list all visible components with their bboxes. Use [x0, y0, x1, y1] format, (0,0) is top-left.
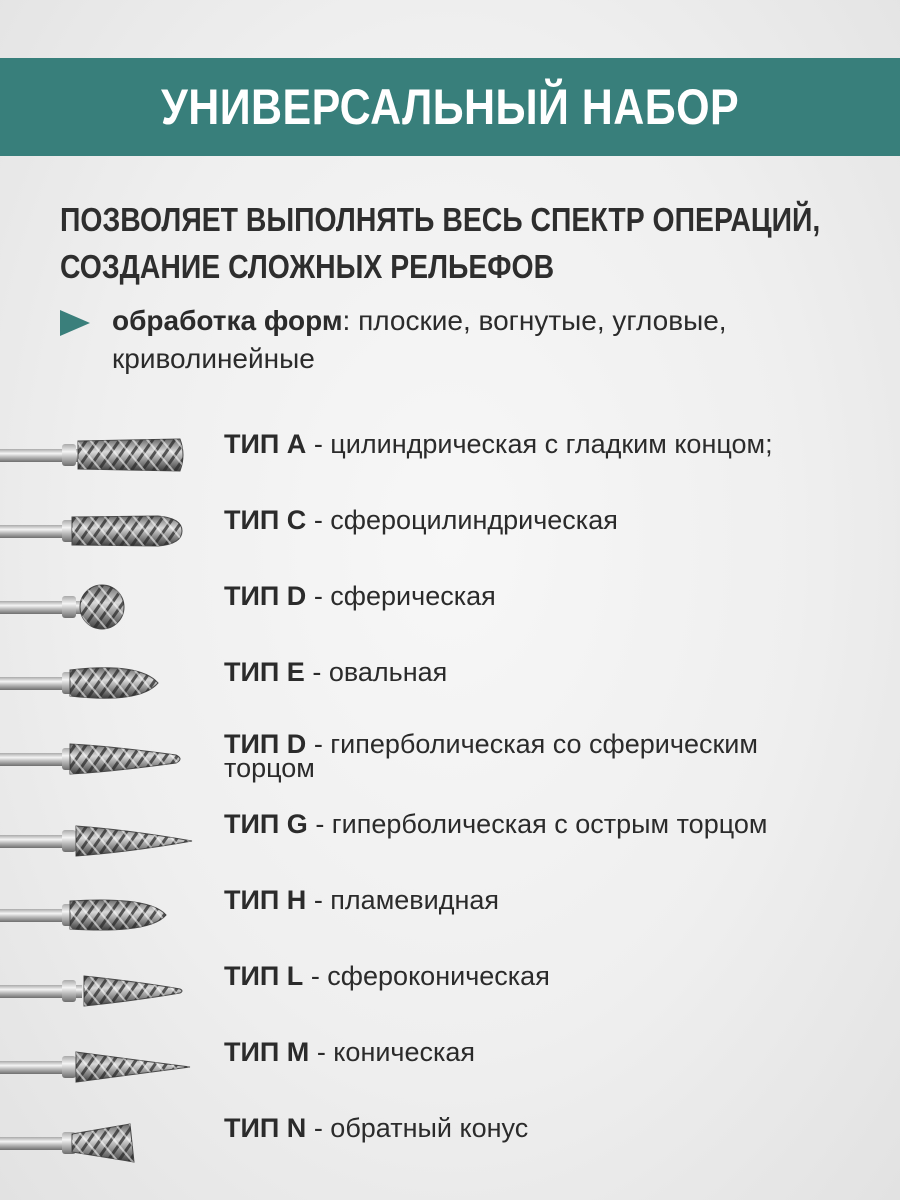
- burr-row: [0, 956, 900, 1026]
- cone-burr-icon: [0, 1032, 200, 1102]
- burr-label: [224, 885, 894, 915]
- burr-description: - обратный конус: [306, 1113, 529, 1143]
- burr-label: [224, 729, 894, 783]
- burr-label: [224, 961, 894, 991]
- burr-description: - сфероконическая: [303, 961, 550, 991]
- burr-collar: [62, 980, 76, 1002]
- burr-collar: [62, 830, 76, 852]
- burr-row: [0, 880, 900, 950]
- tree-radius-burr-icon: [0, 724, 200, 794]
- burr-label: [224, 429, 894, 459]
- burr-type: ТИП D: [224, 729, 307, 759]
- cylinder-burr-icon: [0, 420, 200, 490]
- burr-head: [70, 900, 166, 930]
- burr-collar: [62, 1056, 76, 1078]
- burr-type: ТИП А: [224, 429, 307, 459]
- burr-row: [0, 724, 900, 794]
- burr-type: ТИП H: [224, 885, 307, 915]
- burr-label: [224, 657, 894, 687]
- burr-head: [84, 976, 182, 1006]
- bullet-text-rest: : плоские, вогнутые, угловые,: [342, 305, 727, 336]
- oval-burr-icon: [0, 648, 200, 718]
- header-banner: [0, 58, 900, 156]
- burr-row: [0, 496, 900, 566]
- burr-type: ТИП L: [224, 961, 304, 991]
- burr-collar: [62, 596, 76, 618]
- burr-label: [224, 505, 894, 535]
- burr-row: [0, 1032, 900, 1102]
- burr-description: - цилиндрическая с гладким концом;: [306, 429, 773, 459]
- intro-line-1: ПОЗВОЛЯЕТ ВЫПОЛНЯТЬ ВЕСЬ СПЕКТР ОПЕРАЦИЙ,: [60, 201, 821, 238]
- burr-description: - сферическая: [306, 581, 496, 611]
- burr-type: ТИП E: [224, 657, 305, 687]
- burr-head: [72, 1124, 134, 1162]
- ball-cylinder-burr-icon: [0, 496, 200, 566]
- burr-description: - гиперболическая с острым торцом: [307, 809, 768, 839]
- burr-description: - гиперболическая со сферическим: [306, 729, 758, 759]
- bullet-bold-text: обработка форм: [112, 305, 343, 336]
- burr-head: [76, 826, 192, 856]
- burr-type: ТИП N: [224, 1113, 307, 1143]
- burr-description: - овальная: [304, 657, 448, 687]
- burr-type: ТИП С: [224, 505, 307, 535]
- bullet-text-line-2: криволинейные: [112, 343, 315, 374]
- triangle-arrow-icon: [60, 310, 90, 336]
- intro-line-2: СОЗДАНИЕ СЛОЖНЫХ РЕЛЬЕФОВ: [60, 248, 555, 285]
- burr-head: [72, 516, 182, 546]
- burr-label: [224, 1037, 894, 1067]
- ball-burr-icon: [0, 572, 200, 642]
- burr-row: [0, 806, 900, 876]
- page-title: УНИВЕРСАЛЬНЫЙ НАБОР: [160, 79, 739, 135]
- inverted-cone-burr-icon: [0, 1108, 200, 1178]
- burr-description: - коническая: [309, 1037, 476, 1067]
- burr-row: [0, 1108, 900, 1178]
- burr-label: [224, 809, 894, 839]
- burr-description-line-2: торцом: [224, 753, 315, 783]
- tree-pointed-burr-icon: [0, 806, 200, 876]
- burr-row: [0, 648, 900, 718]
- intro-text: [60, 196, 860, 290]
- burr-head: [80, 585, 124, 629]
- burr-collar: [62, 444, 76, 466]
- burr-label: [224, 1113, 894, 1143]
- burr-type: ТИП G: [224, 809, 308, 839]
- cone-ball-burr-icon: [0, 956, 200, 1026]
- burr-head: [78, 439, 183, 471]
- burr-head: [76, 1052, 190, 1082]
- burr-type: ТИП M: [224, 1037, 310, 1067]
- burr-row: [0, 420, 900, 490]
- burr-description: - сфероцилиндрическая: [306, 505, 618, 535]
- bullet-text: [112, 302, 842, 378]
- burr-row: [0, 572, 900, 642]
- burr-head: [70, 668, 158, 698]
- flame-burr-icon: [0, 880, 200, 950]
- burr-type: ТИП D: [224, 581, 307, 611]
- burr-label: [224, 581, 894, 611]
- burr-description: - пламевидная: [306, 885, 500, 915]
